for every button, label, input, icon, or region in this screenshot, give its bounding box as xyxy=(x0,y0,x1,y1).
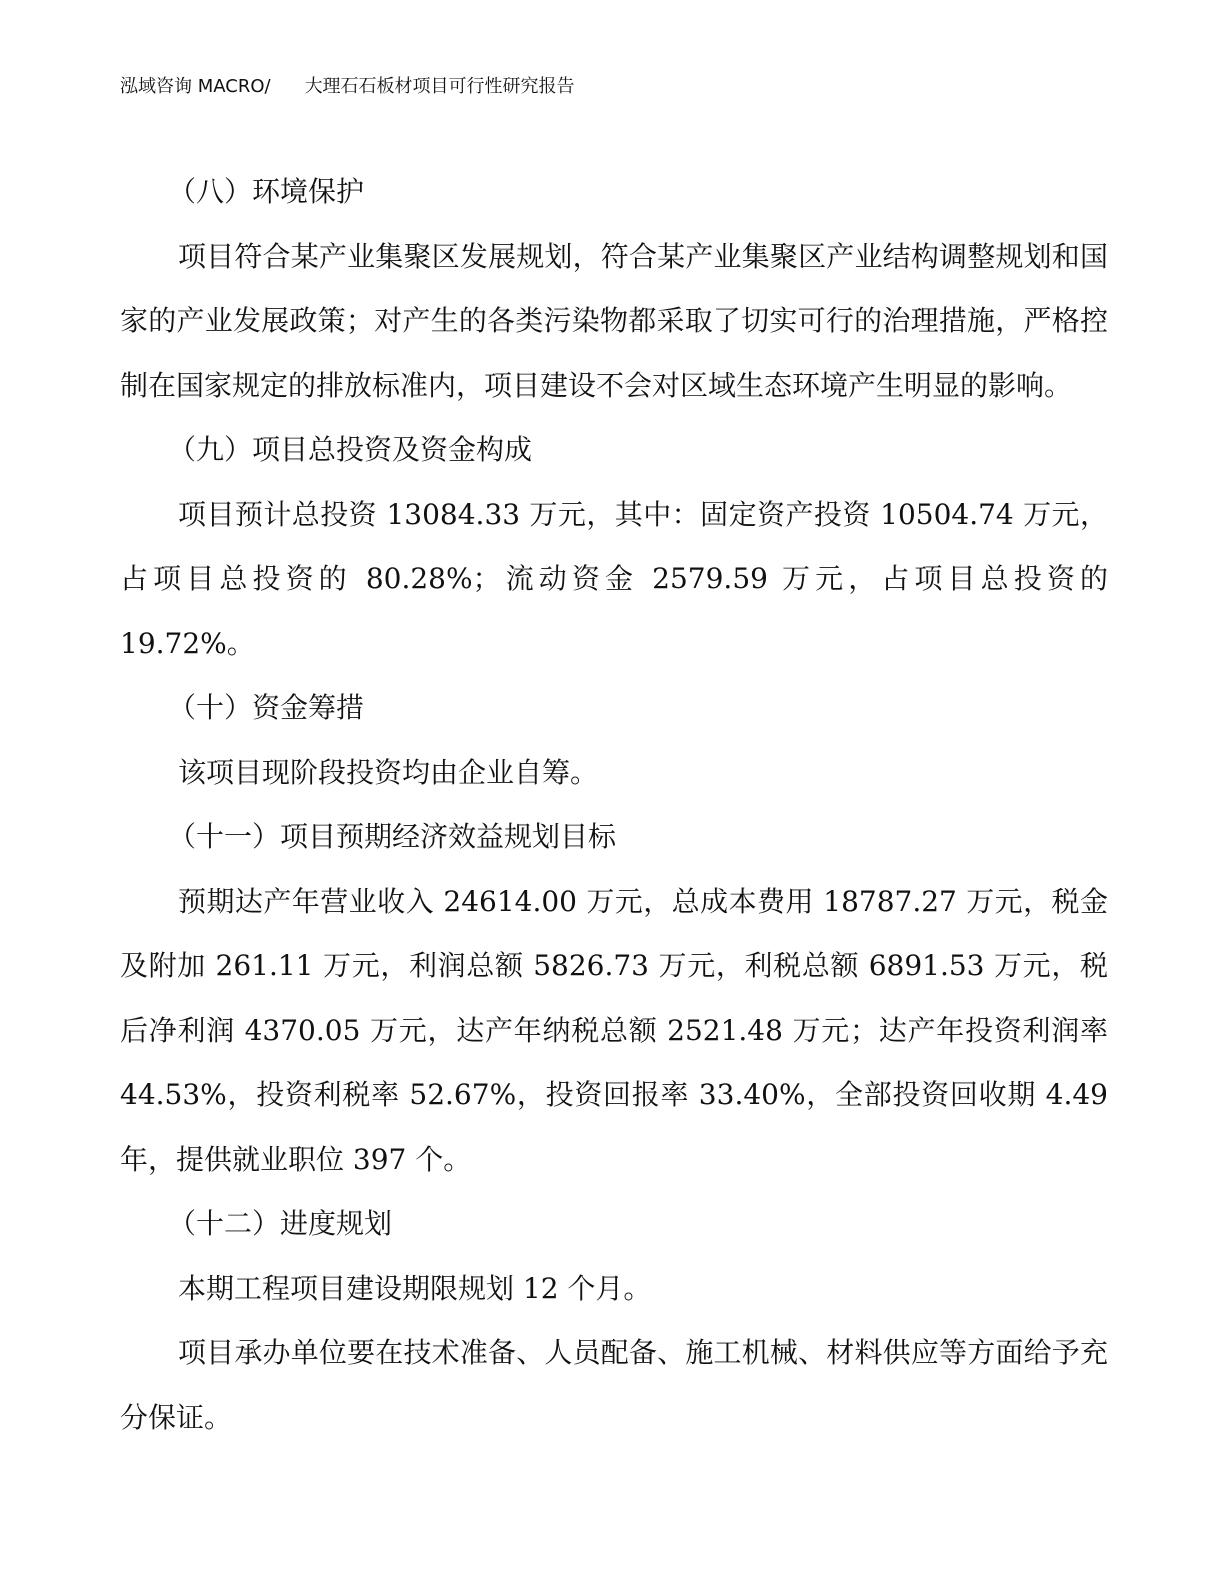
section-heading: （九）项目总投资及资金构成 xyxy=(168,433,533,466)
header-doc-title: 大理石石板材项目可行性研究报告 xyxy=(304,76,575,97)
section-economic-targets xyxy=(120,805,1108,1192)
section-funding xyxy=(120,676,1108,805)
paragraph: 项目符合某产业集聚区发展规划，符合某产业集聚区产业结构调整规划和国家的产业发展政策；对产生的各类污染物都采取了切实可行的治理措施，严格控制在国家规定的排放标准内，项目建设不会对区域生态环境产生明显的影响。 xyxy=(120,239,1108,402)
paragraph: 项目承办单位要在技术准备、人员配备、施工机械、材料供应等方面给予充分保证。 xyxy=(120,1336,1108,1434)
section-heading: （十一）项目预期经济效益规划目标 xyxy=(168,820,617,853)
page-header xyxy=(120,72,575,98)
section-investment xyxy=(120,418,1108,676)
section-heading: （十二）进度规划 xyxy=(168,1207,393,1240)
paragraph: 预期达产年营业收入 24614.00 万元，总成本费用 18787.27 万元，税金及附加 261.11 万元，利润总额 5826.73 万元，利税总额 6891.53 万元，税后净利润 4370.05 万元，达产年纳税总额 2521.48 万元；达产年投资利润率 44.53%，投资利税率 52.67%，投资回报率 33.40%，全部投资回收期 4.49 年，提供就业职位 397 个。 xyxy=(120,884,1108,1176)
document-body xyxy=(120,160,1108,1450)
section-heading: （十）资金筹措 xyxy=(168,691,365,724)
paragraph: 项目预计总投资 13084.33 万元，其中：固定资产投资 10504.74 万元，占项目总投资的 80.28%；流动资金 2579.59 万元，占项目总投资的 19.72%。 xyxy=(120,497,1108,660)
section-heading: （八）环境保护 xyxy=(168,175,365,208)
section-schedule xyxy=(120,1192,1108,1450)
section-environment xyxy=(120,160,1108,418)
paragraph: 本期工程项目建设期限规划 12 个月。 xyxy=(178,1271,652,1305)
header-company: 泓域咨询 MACRO/ xyxy=(120,76,271,97)
paragraph: 该项目现阶段投资均由企业自筹。 xyxy=(178,755,599,789)
